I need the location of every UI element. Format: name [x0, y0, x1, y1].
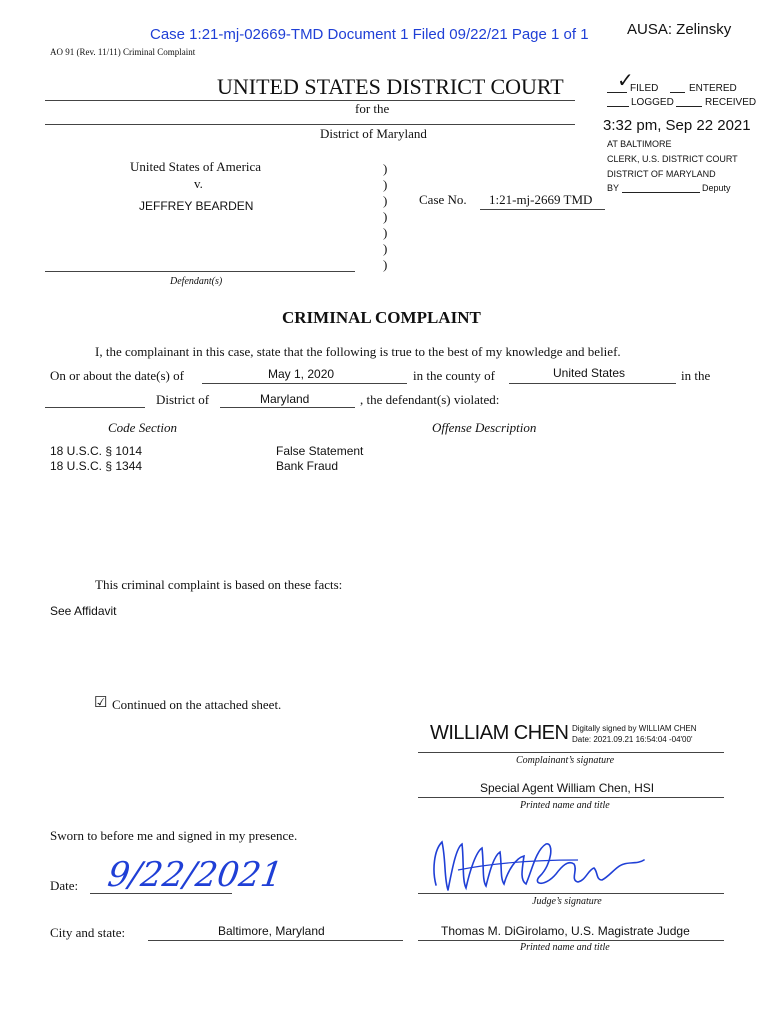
received-blank: [676, 106, 702, 107]
on-or-about-label: On or about the date(s) of: [50, 368, 184, 383]
district-name: Maryland: [260, 392, 310, 406]
entered-label: ENTERED: [689, 83, 737, 94]
stamp-clerk: CLERK, U.S. DISTRICT COURT: [607, 154, 738, 164]
continued-label: Continued on the attached sheet.: [112, 697, 282, 712]
filing-stamp-line: Case 1:21-mj-02669-TMD Document 1 Filed 09/22/21 Page 1 of 1: [150, 26, 589, 43]
handwritten-date: 9/22/2021: [105, 855, 286, 895]
case-no: 1:21-mj-2669 TMD: [489, 192, 593, 207]
in-the-label: in the: [681, 368, 711, 383]
versus: v.: [194, 176, 203, 191]
paren: ): [383, 257, 388, 272]
court-district: District of Maryland: [320, 126, 427, 141]
form-id: AO 91 (Rev. 11/11) Criminal Complaint: [50, 47, 196, 57]
continued-checkbox[interactable]: ☑: [94, 694, 108, 711]
case-no-label: Case No.: [419, 192, 467, 207]
code-section-1: 18 U.S.C. § 1014: [50, 444, 143, 458]
entered-blank: [670, 92, 685, 93]
paren: ): [383, 193, 388, 208]
complainant-printed-name: Special Agent William Chen, HSI: [480, 781, 655, 795]
judge-printed-name-rule: [418, 940, 724, 941]
code-section-2: 18 U.S.C. § 1344: [50, 459, 143, 473]
digital-signature-name: WILLIAM CHEN: [430, 722, 569, 744]
court-name-rule: [45, 100, 575, 101]
defendant-name: JEFFREY BEARDEN: [139, 199, 254, 213]
stamp-at: AT BALTIMORE: [607, 139, 672, 149]
ausa-label: AUSA: Zelinsky: [627, 21, 732, 38]
judge-signature-rule: [418, 893, 724, 894]
stamp-deputy: Deputy: [702, 183, 731, 193]
sworn-statement: Sworn to before me and signed in my presence.: [50, 828, 298, 843]
district-rule: [45, 124, 575, 125]
complaint-title: CRIMINAL COMPLAINT: [282, 308, 481, 327]
defendant-rule: [45, 271, 355, 272]
offense-1: False Statement: [276, 444, 364, 458]
city-state-label: City and state:: [50, 925, 126, 940]
judge-signature-label: Judge’s signature: [532, 896, 602, 907]
city-state-rule: [148, 940, 403, 941]
printed-name-rule: [418, 797, 724, 798]
offense-date: May 1, 2020: [268, 367, 335, 381]
complaint-intro: I, the complainant in this case, state that the following is true to the best of my knowledge and belief.: [95, 344, 621, 359]
offense-description-header: Offense Description: [432, 420, 537, 435]
digital-signature-line-1: Digitally signed by WILLIAM CHEN: [572, 724, 697, 733]
facts: See Affidavit: [50, 604, 117, 618]
filed-blank: [607, 92, 627, 93]
paren: ): [383, 225, 388, 240]
stamp-time: 3:32 pm, Sep 22 2021: [603, 117, 751, 134]
district-rule-2: [220, 407, 355, 408]
received-label: RECEIVED: [705, 97, 757, 108]
caption-parentheses: [383, 161, 387, 273]
court-name: UNITED STATES DISTRICT COURT: [217, 74, 564, 99]
stamp-district: DISTRICT OF MARYLAND: [607, 169, 716, 179]
date-rule: [202, 383, 407, 384]
plaintiff-name: United States of America: [130, 159, 262, 174]
paren: ): [383, 209, 388, 224]
judge-printed-name-label: Printed name and title: [520, 942, 610, 953]
paren: ): [383, 177, 388, 192]
stamp-by: BY: [607, 183, 620, 193]
county-rule: [509, 383, 676, 384]
filed-label: FILED: [630, 83, 659, 94]
complainant-signature-label: Complainant’s signature: [516, 755, 615, 766]
for-the: for the: [355, 101, 390, 116]
date-label: Date:: [50, 878, 79, 893]
violated-label: , the defendant(s) violated:: [360, 392, 500, 407]
in-county-label: in the county of: [413, 368, 495, 383]
logged-label: LOGGED: [631, 97, 674, 108]
district-of-label: District of: [156, 392, 210, 407]
county: United States: [553, 366, 626, 380]
deputy-blank: [622, 192, 700, 193]
judge-signature-icon: [428, 830, 648, 900]
paren: ): [383, 241, 388, 256]
case-no-rule: [480, 209, 605, 210]
city-state: Baltimore, Maryland: [218, 924, 325, 938]
defendant-label: Defendant(s): [170, 276, 223, 287]
based-on-label: This criminal complaint is based on these facts:: [95, 577, 343, 592]
check-mark-icon: ✓: [617, 70, 634, 92]
paren: ): [383, 161, 388, 176]
judge-printed-name: Thomas M. DiGirolamo, U.S. Magistrate Judge: [441, 924, 690, 938]
offense-2: Bank Fraud: [276, 459, 339, 473]
district-prefix-rule: [45, 407, 145, 408]
complainant-signature-rule: [418, 752, 724, 753]
digital-signature-line-2: Date: 2021.09.21 16:54:04 -04'00': [572, 735, 693, 744]
code-section-header: Code Section: [108, 420, 177, 435]
printed-name-label: Printed name and title: [520, 800, 610, 811]
logged-blank: [607, 106, 629, 107]
